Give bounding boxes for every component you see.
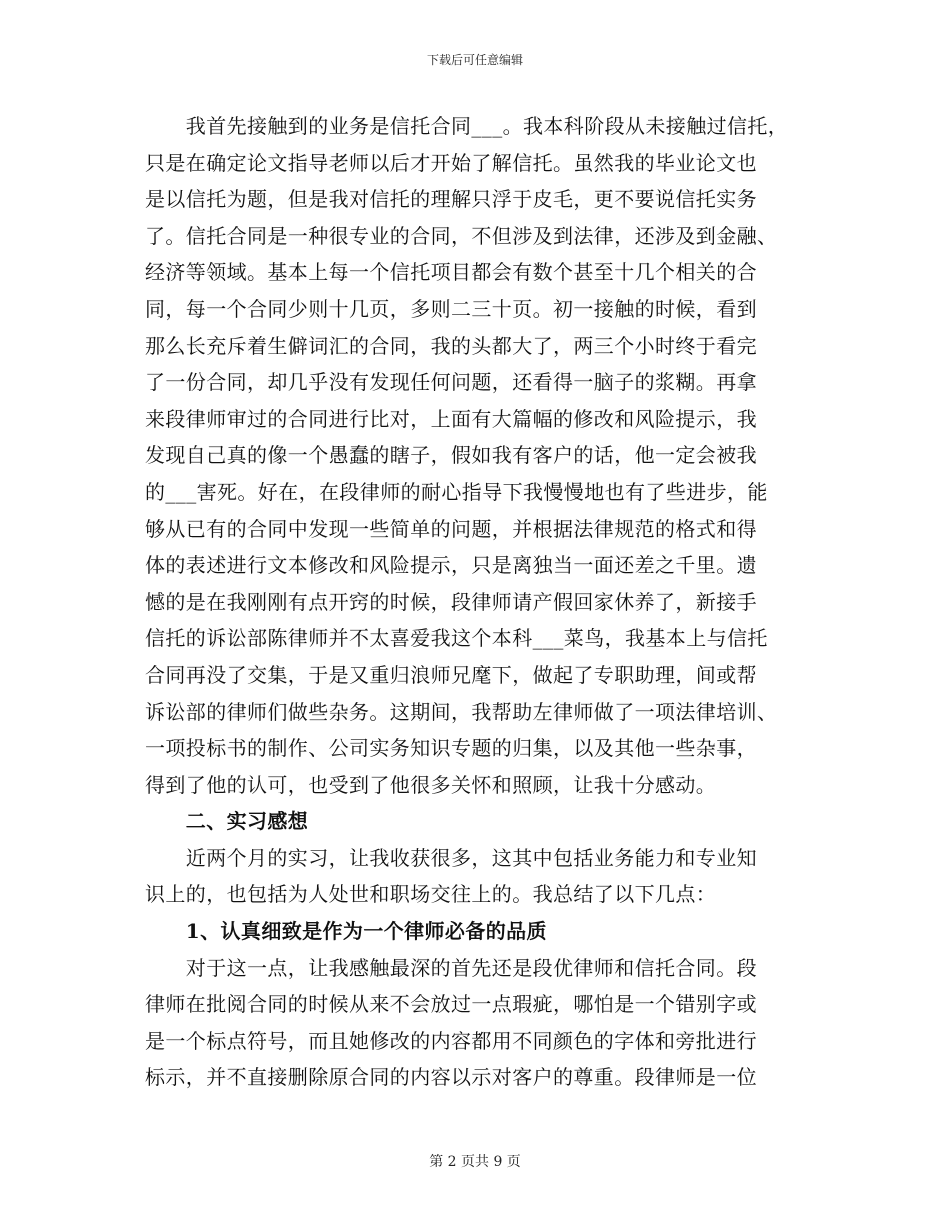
body-text-line: 了一份合同，却几乎没有发现任何问题，还看得一脑子的浆糊。再拿 xyxy=(145,370,757,395)
body-text-line: 是以信托为题，但是我对信托的理解只浮于皮毛，更不要说信托实务 xyxy=(145,187,757,212)
body-text-line: 信托的诉讼部陈律师并不太喜爱我这个本科___菜鸟，我基本上与信托 xyxy=(145,626,768,651)
body-text-line: 只是在确定论文指导老师以后才开始了解信托。虽然我的毕业论文也 xyxy=(145,150,757,175)
body-text-line: 憾的是在我刚刚有点开窍的时候，段律师请产假回家休养了，新接手 xyxy=(145,589,757,614)
body-text-line: 对于这一点，让我感触最深的首先还是段优律师和信托合同。段 xyxy=(145,955,757,980)
document-body xyxy=(145,108,805,1096)
body-text-line: 律师在批阅合同的时候从来不会放过一点瑕疵，哪怕是一个错别字或 xyxy=(145,992,757,1017)
section-heading: 二、实习感想 xyxy=(145,809,309,834)
section-heading: 1、认真细致是作为一个律师必备的品质 xyxy=(145,919,547,944)
body-text-line: 一项投标书的制作、公司实务知识专题的归集，以及其他一些杂事， xyxy=(145,736,757,761)
body-text-line: 那么长充斥着生僻词汇的合同，我的头都大了，两三个小时终于看完 xyxy=(145,333,757,358)
body-text-line: 近两个月的实习，让我收获很多，这其中包括业务能力和专业知 xyxy=(145,845,757,870)
page-header: 下载后可任意编辑 xyxy=(426,53,523,67)
body-text-line: 了。信托合同是一种很专业的合同，不但涉及到法律，还涉及到金融、 xyxy=(145,223,778,248)
body-text-line: 来段律师审过的合同进行比对，上面有大篇幅的修改和风险提示，我 xyxy=(145,406,757,431)
body-text-line: 体的表述进行文本修改和风险提示，只是离独当一面还差之千里。遗 xyxy=(145,553,757,578)
body-text-line: 识上的，也包括为人处世和职场交往上的。我总结了以下几点： xyxy=(145,882,717,907)
body-text-line: 同，每一个合同少则十几页，多则二三十页。初一接触的时候，看到 xyxy=(145,296,757,321)
body-text-line: 发现自己真的像一个愚蠢的瞎子，假如我有客户的话，他一定会被我 xyxy=(145,443,757,468)
page-number: 第 2 页共 9 页 xyxy=(429,1154,521,1170)
body-text-line: 合同再没了交集，于是又重归浪师兄麾下，做起了专职助理，间或帮 xyxy=(145,662,757,687)
body-text-line: 够从已有的合同中发现一些简单的问题，并根据法律规范的格式和得 xyxy=(145,516,757,541)
body-text-line: 得到了他的认可，也受到了他很多关怀和照顾，让我十分感动。 xyxy=(145,772,717,797)
body-text-line: 标示，并不直接删除原合同的内容以示对客户的尊重。段律师是一位 xyxy=(145,1065,757,1090)
body-text-line: 经济等领域。基本上每一个信托项目都会有数个甚至十几个相关的合 xyxy=(145,260,757,285)
body-text-line: 我首先接触到的业务是信托合同___。我本科阶段从未接触过信托， xyxy=(145,114,789,138)
body-text-line: 是一个标点符号，而且她修改的内容都用不同颜色的字体和旁批进行 xyxy=(145,1028,757,1053)
body-text-line: 诉讼部的律师们做些杂务。这期间，我帮助左律师做了一项法律培训、 xyxy=(145,699,778,724)
body-text-line: 的___害死。好在，在段律师的耐心指导下我慢慢地也有了些进步，能 xyxy=(145,479,768,504)
